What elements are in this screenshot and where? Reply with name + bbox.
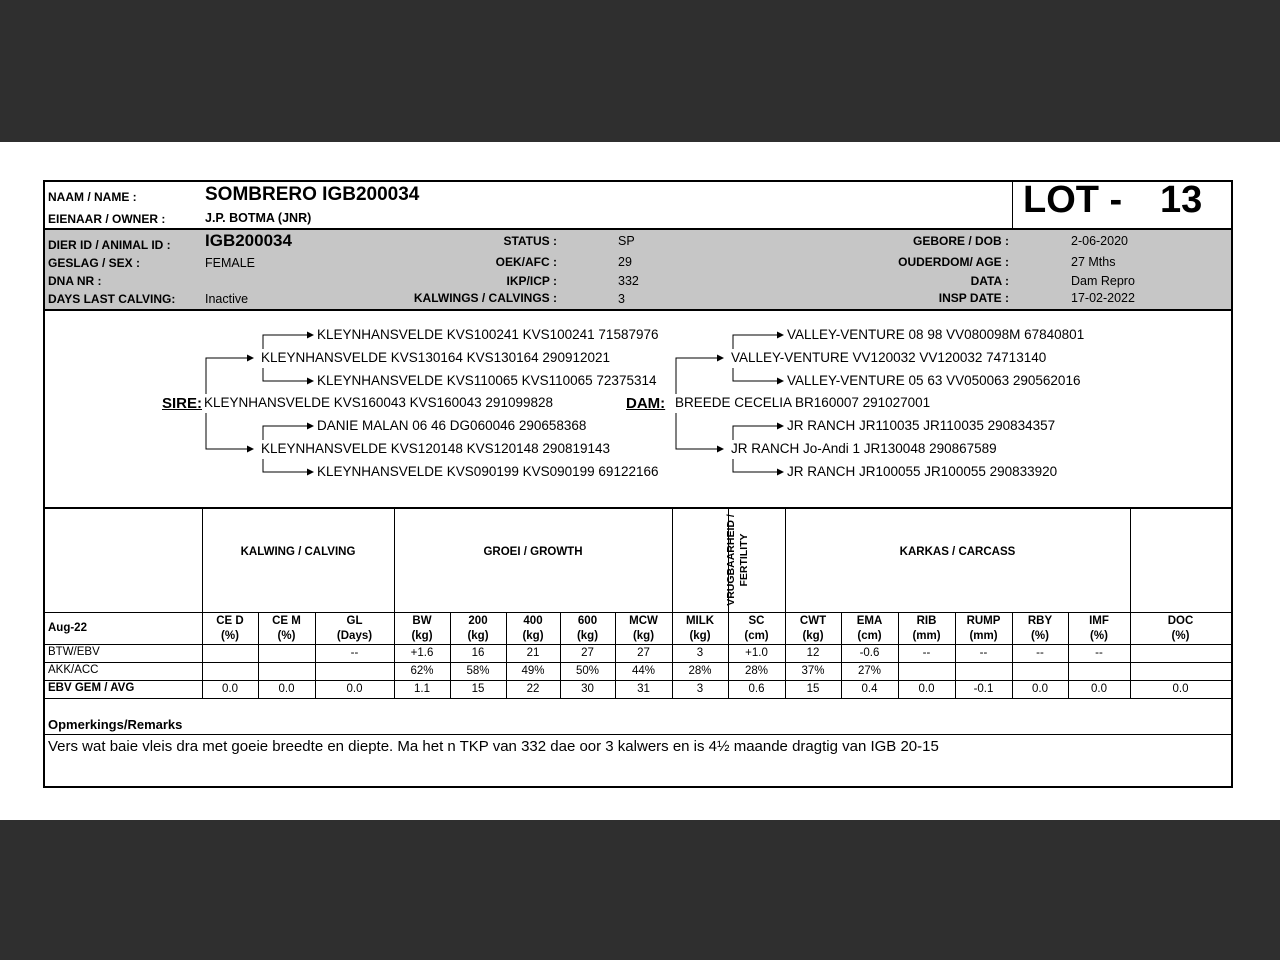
pedigree-sire-dam-dam: KLEYNHANSVELDE KVS090199 KVS090199 69122166	[317, 464, 659, 479]
ebv-row1-border	[45, 644, 1231, 645]
ebv-cell: 0.0	[346, 683, 363, 695]
ebv-cell: -0.6	[859, 647, 880, 659]
animal-name: SOMBRERO IGB200034	[205, 184, 420, 205]
animal-id-label: DIER ID / ANIMAL ID :	[48, 238, 171, 252]
ebv-col-divider	[1130, 508, 1131, 698]
ebv-col-header-ema	[841, 614, 898, 644]
remarks-label: Opmerkings/Remarks	[48, 717, 183, 732]
ebv-col-name: CWT	[799, 615, 827, 627]
ebv-row-label: BTW/EBV	[48, 646, 100, 658]
ebv-col-header-bw	[394, 614, 450, 644]
ikp-value: 332	[618, 274, 639, 288]
ebv-cell: --	[979, 647, 988, 659]
ebv-col-header-gl	[315, 614, 394, 644]
ebv-col-header-ce-m	[258, 614, 315, 644]
pedigree-dam-dam-dam: JR RANCH JR100055 JR100055 290833920	[787, 464, 1058, 479]
ebv-cell: 0.0	[1032, 683, 1048, 695]
ebv-col-name: IMF	[1089, 615, 1109, 627]
ebv-cell: 15	[806, 683, 820, 695]
ebv-col-name: 400	[523, 615, 543, 627]
ebv-bottom-border	[45, 698, 1231, 699]
ebv-col-unit: (kg)	[576, 630, 599, 642]
ebv-cell: 21	[526, 647, 540, 659]
sheet	[0, 142, 1280, 820]
ebv-cell: 0.0	[1091, 683, 1107, 695]
ebv-cell: 0.0	[1172, 683, 1189, 695]
pedigree-dam-dam-sire: JR RANCH JR110035 JR110035 290834357	[787, 418, 1056, 433]
ebv-col-header-milk	[672, 614, 728, 644]
ebv-cell: 0.0	[222, 683, 238, 695]
ebv-cell: 3	[696, 683, 704, 695]
ikp-label: IKP/ICP :	[506, 274, 557, 288]
ebv-col-header-600	[560, 614, 615, 644]
ebv-col-name: CE M	[272, 615, 301, 627]
status-value: SP	[618, 234, 635, 248]
dob-value: 2-06-2020	[1071, 234, 1128, 248]
ebv-col-unit: (Days)	[336, 630, 373, 642]
pedigree-dam-sire-dam: VALLEY-VENTURE 05 63 VV050063 290562016	[787, 373, 1081, 388]
ebv-col-header-200	[450, 614, 506, 644]
ebv-cell: 37%	[801, 665, 825, 677]
ebv-row2-border	[45, 662, 1231, 663]
ebv-col-unit: (%)	[1171, 630, 1190, 642]
ebv-col-name: 200	[468, 615, 488, 627]
dob-label: GEBORE / DOB :	[912, 234, 1009, 248]
pedigree-sire-dam: KLEYNHANSVELDE KVS120148 KVS120148 290819143	[261, 441, 610, 456]
ebv-col-unit: (kg)	[632, 630, 655, 642]
ebv-col-header-400	[506, 614, 560, 644]
pedigree-dam-dam: JR RANCH Jo-Andi 1 JR130048 290867589	[731, 441, 997, 456]
ebv-period: Aug-22	[48, 622, 87, 634]
days-calving-label: DAYS LAST CALVING:	[48, 292, 176, 306]
pedigree-sire-sire-sire: KLEYNHANSVELDE KVS100241 KVS100241 71587976	[317, 327, 659, 342]
ebv-cell: 30	[581, 683, 594, 695]
owner-value: J.P. BOTMA (JNR)	[205, 211, 312, 225]
ebv-col-name: DOC	[1167, 615, 1194, 627]
ebv-col-unit: (kg)	[411, 630, 433, 642]
pedigree-sire-sire: KLEYNHANSVELDE KVS130164 KVS130164 290912021	[261, 350, 610, 365]
data-label: DATA :	[970, 274, 1009, 288]
ebv-cell: 1.1	[414, 683, 430, 695]
ebv-cell: 0.4	[861, 683, 878, 695]
ebv-col-header-cwt	[785, 614, 841, 644]
ebv-cell: 0.0	[918, 683, 935, 695]
pedigree-dam-sire-sire: VALLEY-VENTURE 08 98 VV080098M 67840801	[787, 327, 1085, 342]
ebv-col-name: RIB	[916, 615, 937, 627]
ebv-cell: 0.6	[748, 683, 765, 695]
calvings-label: KALWINGS / CALVINGS :	[413, 291, 557, 305]
ebv-cell: --	[922, 647, 931, 659]
name-label: NAAM / NAME :	[48, 190, 137, 204]
ebv-col-unit: (%)	[1090, 630, 1108, 642]
insp-label: INSP DATE :	[938, 291, 1009, 305]
ebv-cell: --	[1036, 647, 1044, 659]
age-value: 27 Mths	[1071, 255, 1116, 269]
sire-label: SIRE:	[162, 395, 203, 412]
pedigree-dam-sire: VALLEY-VENTURE VV120032 VV120032 74713140	[731, 350, 1047, 365]
ebv-cell: --	[1095, 647, 1103, 659]
oek-value: 29	[618, 255, 632, 269]
ebv-col-header-rby	[1012, 614, 1068, 644]
days-calving-value: Inactive	[205, 292, 249, 306]
ebv-col-unit: (kg)	[802, 630, 824, 642]
dam-label: DAM:	[626, 395, 666, 412]
remarks-divider	[45, 734, 1231, 735]
ebv-col-unit: (%)	[221, 630, 239, 642]
ebv-cell: 27	[581, 647, 594, 659]
oek-label: OEK/AFC :	[495, 255, 557, 269]
ebv-col-name: MCW	[629, 615, 658, 627]
ebv-top-border	[45, 507, 1231, 509]
status-label: STATUS :	[503, 234, 557, 248]
ebv-cell: 27%	[857, 665, 882, 677]
pedigree-dam: BREEDE CECELIA BR160007 291027001	[675, 395, 931, 410]
ebv-row3-border	[45, 680, 1231, 681]
ebv-col-header-mcw	[615, 614, 672, 644]
ebv-col-name: RUMP	[966, 615, 1001, 627]
ebv-col-unit: (mm)	[912, 630, 941, 642]
calvings-value: 3	[618, 292, 625, 306]
ebv-col-unit: (kg)	[689, 630, 711, 642]
group-fertility: VRUGBAARHEID / FERTILITY	[725, 514, 750, 606]
ebv-col-unit: (cm)	[857, 630, 882, 642]
pedigree-sire-sire-dam: KLEYNHANSVELDE KVS110065 KVS110065 72375314	[317, 373, 657, 388]
ebv-col-unit: (cm)	[744, 630, 769, 642]
lot-number: 13	[1160, 179, 1203, 221]
ebv-cell: 62%	[410, 665, 434, 677]
ebv-cell: 58%	[466, 665, 490, 677]
ebv-cell: 27	[637, 647, 650, 659]
group-calving: KALWING / CALVING	[240, 546, 356, 558]
ebv-cell: --	[350, 647, 359, 659]
owner-label: EIENAAR / OWNER :	[48, 212, 166, 226]
ebv-cell: 50%	[575, 665, 600, 677]
ebv-cell: 15	[471, 683, 485, 695]
ebv-col-header-imf	[1068, 614, 1130, 644]
sex-label: GESLAG / SEX :	[48, 256, 141, 270]
ebv-cell: 28%	[744, 665, 769, 677]
pedigree-sire: KLEYNHANSVELDE KVS160043 KVS160043 291099828	[204, 395, 553, 410]
ebv-cell: +1.0	[745, 647, 768, 659]
ebv-col-name: RBY	[1027, 615, 1053, 627]
ebv-col-header-rump	[955, 614, 1012, 644]
remarks-text: Vers wat baie vleis dra met goeie breedte en diepte. Ma het n TKP van 332 dae oor 3 kalwers en is 4½ maande dragtig van IGB 20-15	[48, 738, 939, 755]
pedigree-lines	[45, 182, 1231, 512]
ebv-col-header-rib	[898, 614, 955, 644]
ebv-col-name: MILK	[685, 615, 715, 627]
insp-value: 17-02-2022	[1071, 291, 1135, 305]
group-growth: GROEI / GROWTH	[483, 546, 583, 558]
ebv-cell: +1.6	[410, 647, 434, 659]
lot-card	[43, 180, 1233, 788]
ebv-col-header-ce-d	[202, 614, 258, 644]
ebv-col-unit: (kg)	[522, 630, 544, 642]
dna-label: DNA NR :	[48, 274, 102, 288]
ebv-cell: 3	[696, 647, 704, 659]
ebv-cell: 12	[806, 647, 820, 659]
ebv-col-name: EMA	[856, 615, 883, 627]
ebv-col-name: GL	[346, 615, 363, 627]
data-value: Dam Repro	[1071, 274, 1135, 288]
ebv-col-divider	[202, 508, 203, 698]
animal-id: IGB200034	[205, 231, 292, 250]
ebv-cell: 49%	[521, 665, 545, 677]
age-label: OUDERDOM/ AGE :	[898, 255, 1009, 269]
ebv-col-name: BW	[412, 615, 432, 627]
ebv-col-unit: (%)	[277, 630, 296, 642]
ebv-col-header-doc	[1130, 614, 1231, 644]
ebv-cell: 31	[637, 683, 650, 695]
ebv-col-unit: (mm)	[969, 630, 998, 642]
ebv-col-name: 600	[577, 615, 598, 627]
ebv-col-unit: (kg)	[467, 630, 489, 642]
group-carcass: KARKAS / CARCASS	[899, 546, 1016, 558]
ebv-cell: 28%	[688, 665, 712, 677]
ebv-col-name: CE D	[216, 615, 244, 627]
ebv-cell: 0.0	[278, 683, 295, 695]
ebv-header-border	[45, 612, 1231, 613]
ebv-row-label: AKK/ACC	[48, 664, 99, 676]
ebv-row-label: EBV GEM / AVG	[48, 682, 135, 694]
ebv-cell: 16	[471, 647, 485, 659]
sex-value: FEMALE	[205, 256, 256, 270]
lot-label: LOT -	[1023, 179, 1123, 221]
ebv-cell: -0.1	[973, 683, 994, 695]
ebv-cell: 44%	[631, 665, 656, 677]
ebv-col-header-sc	[728, 614, 785, 644]
ebv-col-name: SC	[748, 615, 765, 627]
ebv-cell: 22	[526, 683, 540, 695]
ebv-col-unit: (%)	[1031, 630, 1049, 642]
pedigree-sire-dam-sire: DANIE MALAN 06 46 DG060046 290658368	[317, 418, 587, 433]
